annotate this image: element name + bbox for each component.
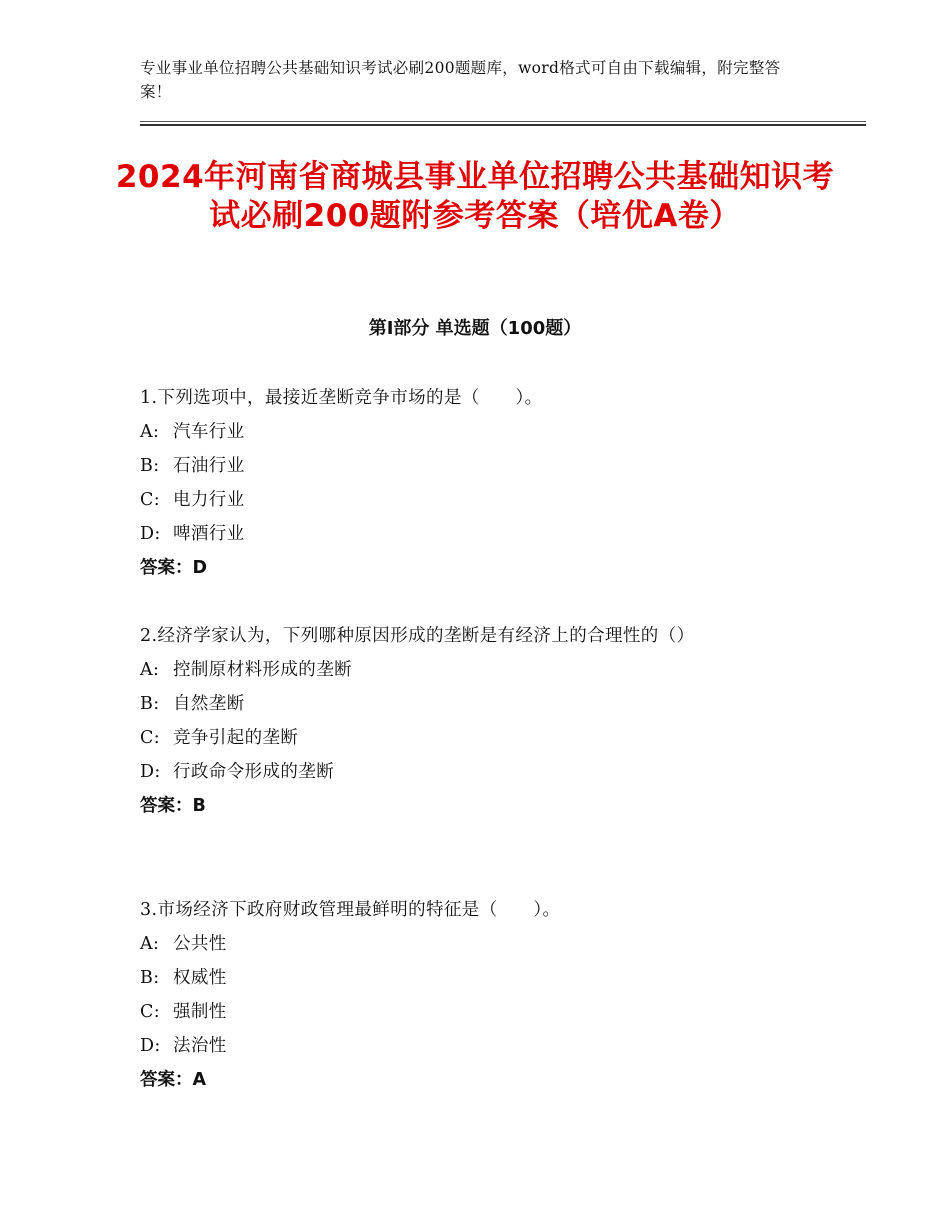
- option-b: [140, 687, 810, 721]
- option-key: B:: [140, 694, 160, 714]
- header-divider: [140, 121, 866, 126]
- option-text: 电力行业: [173, 490, 245, 510]
- option-key: A:: [140, 422, 160, 442]
- option-b: [140, 961, 810, 995]
- option-d: [140, 517, 810, 551]
- option-c: [140, 995, 810, 1029]
- option-text: 权威性: [173, 968, 227, 988]
- answer: 答案：A: [140, 1070, 207, 1090]
- option-a: [140, 927, 810, 961]
- option-key: D:: [140, 524, 161, 544]
- option-key: C:: [140, 1002, 161, 1022]
- section-heading: 第Ⅰ部分 单选题（100题）: [368, 318, 582, 339]
- option-text: 自然垄断: [173, 694, 245, 714]
- option-a: [140, 415, 810, 449]
- option-key: C:: [140, 728, 161, 748]
- question-1: [140, 381, 810, 585]
- answer: 答案：D: [140, 558, 208, 578]
- option-text: 石油行业: [173, 456, 245, 476]
- option-key: D:: [140, 1036, 161, 1056]
- option-d: [140, 755, 810, 789]
- option-text: 控制原材料形成的垄断: [173, 660, 352, 680]
- option-d: [140, 1029, 810, 1063]
- option-text: 竞争引起的垄断: [173, 728, 299, 748]
- option-key: B:: [140, 456, 160, 476]
- option-b: [140, 449, 810, 483]
- option-text: 啤酒行业: [173, 524, 245, 544]
- question-stem: 3.市场经济下政府财政管理最鲜明的特征是（ ）。: [140, 900, 561, 920]
- option-a: [140, 653, 810, 687]
- question-3: [140, 893, 810, 1097]
- header-note: 专业事业单位招聘公共基础知识考试必刷200题题库，word格式可自由下载编辑，附完整答案！: [140, 59, 781, 101]
- option-text: 汽车行业: [173, 422, 245, 442]
- question-stem: 1.下列选项中，最接近垄断竞争市场的是（ ）。: [140, 388, 543, 408]
- option-key: A:: [140, 934, 160, 954]
- question-2: [140, 619, 810, 823]
- option-c: [140, 721, 810, 755]
- option-text: 公共性: [173, 934, 227, 954]
- answer: 答案：B: [140, 796, 206, 816]
- option-c: [140, 483, 810, 517]
- option-key: A:: [140, 660, 160, 680]
- option-text: 强制性: [173, 1002, 227, 1022]
- option-key: C:: [140, 490, 161, 510]
- option-text: 行政命令形成的垄断: [173, 762, 335, 782]
- option-key: D:: [140, 762, 161, 782]
- document-title: 2024年河南省商城县事业单位招聘公共基础知识考试必刷200题附参考答案（培优A卷）: [115, 159, 835, 234]
- option-text: 法治性: [173, 1036, 227, 1056]
- option-key: B:: [140, 968, 160, 988]
- question-stem: 2.经济学家认为，下列哪种原因形成的垄断是有经济上的合理性的（）: [140, 626, 695, 646]
